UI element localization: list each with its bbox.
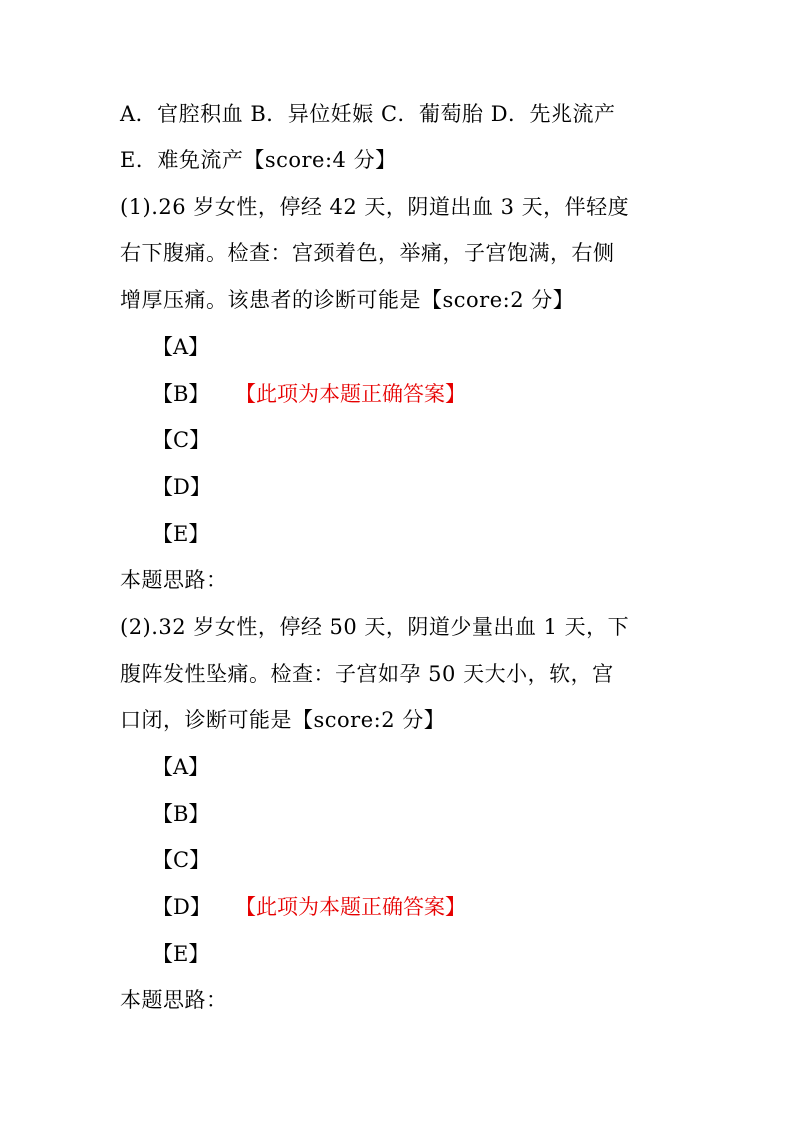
q2-option-a: 【A】 (152, 755, 210, 779)
q2-stem-line-3: 口闭，诊断可能是【score:2 分】 (120, 708, 446, 732)
q2-stem-line-1: (2).32 岁女性，停经 50 天，阴道少量出血 1 天，下 (120, 615, 630, 639)
q2-analysis-label: 本题思路： (120, 988, 228, 1012)
q1-stem-line-1: (1).26 岁女性，停经 42 天，阴道出血 3 天，伴轻度 (120, 195, 630, 219)
q1-option-a: 【A】 (152, 335, 210, 359)
q1-option-c: 【C】 (152, 428, 211, 452)
q2-option-b: 【B】 (152, 802, 210, 826)
intro-options-line-1: A．官腔积血 B．异位妊娠 C．葡萄胎 D．先兆流产 (120, 102, 616, 126)
intro-options-line-2: E．难免流产【score:4 分】 (120, 148, 397, 172)
q1-option-d: 【D】 (152, 475, 211, 499)
q1-correct-answer-note: 【此项为本题正确答案】 (235, 382, 466, 406)
q1-option-e: 【E】 (152, 522, 210, 546)
q2-option-d: 【D】 (152, 895, 211, 919)
q2-correct-answer-note: 【此项为本题正确答案】 (235, 895, 466, 919)
q1-stem-line-2: 右下腹痛。检查：宫颈着色，举痛，子宫饱满，右侧 (120, 241, 615, 265)
q1-option-b: 【B】 (152, 382, 210, 406)
q2-option-c: 【C】 (152, 848, 211, 872)
q2-option-e: 【E】 (152, 942, 210, 966)
q1-analysis-label: 本题思路： (120, 568, 228, 592)
q1-stem-line-3: 增厚压痛。该患者的诊断可能是【score:2 分】 (120, 288, 575, 312)
q2-stem-line-2: 腹阵发性坠痛。检查：子宫如孕 50 天大小，软，宫 (120, 662, 614, 686)
